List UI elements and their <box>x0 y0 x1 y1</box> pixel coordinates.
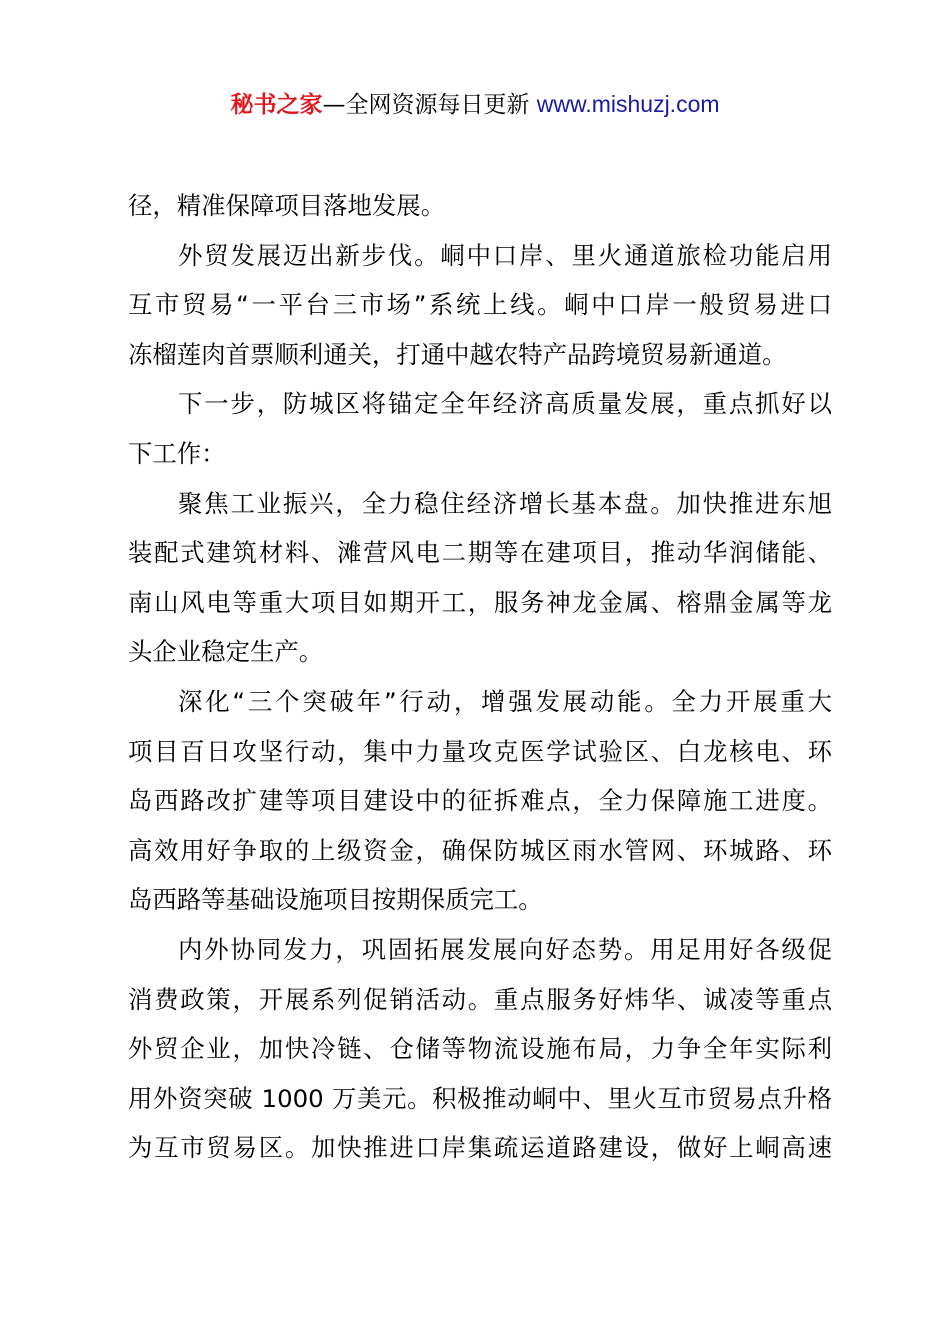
paragraph-continuation <box>128 181 832 231</box>
paragraph-industry <box>128 479 832 677</box>
text-line: 外贸发展迈出新步伐。峒中口岸、里火通道旅检功能启用 <box>178 240 832 270</box>
document-body <box>128 181 832 1173</box>
text-line: 高效用好争取的上级资金，确保防城区雨水管网、环城路、环 <box>128 835 832 865</box>
paragraph-three-breakthroughs <box>128 677 832 925</box>
text-line: 下工作： <box>128 438 226 468</box>
text-line: 下一步，防城区将锚定全年经济高质量发展，重点抓好以 <box>178 389 832 419</box>
text-line: 径，精准保障项目落地发展。 <box>128 191 446 220</box>
text-line: 头企业稳定生产。 <box>128 637 324 667</box>
site-url-link[interactable]: www.mishuzj.com <box>536 91 720 117</box>
text-line: 聚焦工业振兴，全力稳住经济增长基本盘。加快推进东旭 <box>178 488 832 518</box>
paragraph-next-steps <box>128 379 832 478</box>
brand-name: 秘书之家 <box>230 92 323 118</box>
text-line: 冻榴莲肉首票顺利通关，打通中越农特产品跨境贸易新通道。 <box>128 339 787 369</box>
text-line: 消费政策，开展系列促销活动。重点服务好炜华、诚凌等重点 <box>128 984 832 1014</box>
text-line: 装配式建筑材料、滩营风电二期等在建项目，推动华润储能、 <box>128 538 832 568</box>
paragraph-foreign-trade <box>128 231 832 380</box>
paragraph-internal-external <box>128 925 832 1173</box>
text-line: 深化“三个突破年”行动，增强发展动能。全力开展重大 <box>178 686 832 716</box>
text-line: 岛西路改扩建等项目建设中的征拆难点，全力保障施工进度。 <box>128 786 832 816</box>
text-line: 南山风电等重大项目如期开工，服务神龙金属、榕鼎金属等龙 <box>128 587 832 617</box>
text-line: 内外协同发力，巩固拓展发展向好态势。用足用好各级促 <box>178 934 832 964</box>
text-line: 项目百日攻坚行动，集中力量攻克医学试验区、白龙核电、环 <box>128 736 832 766</box>
text-line: 互市贸易“一平台三市场”系统上线。峒中口岸一般贸易进口 <box>128 290 832 320</box>
header-tagline: —全网资源每日更新 <box>322 92 537 118</box>
text-line: 岛西路等基础设施项目按期保质完工。 <box>128 885 543 915</box>
site-header <box>0 86 950 123</box>
text-line: 为互市贸易区。加快推进口岸集疏运道路建设，做好上峒高速 <box>128 1133 832 1163</box>
text-line: 外贸企业，加快冷链、仓储等物流设施布局，力争全年实际利 <box>128 1034 832 1064</box>
text-line: 用外资突破 1000 万美元。积极推动峒中、里火互市贸易点升格 <box>128 1083 832 1113</box>
